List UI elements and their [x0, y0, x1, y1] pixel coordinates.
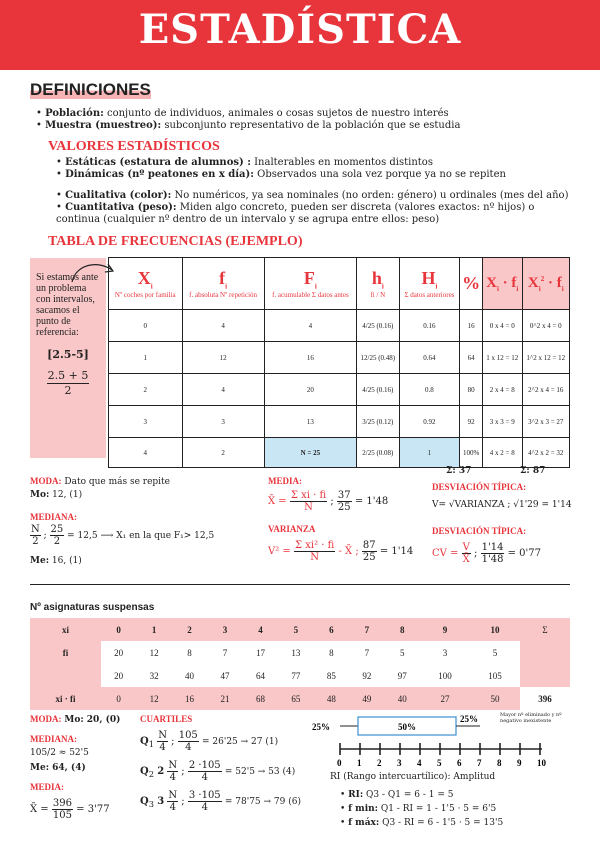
- sum-xf: Σ: 37: [446, 466, 472, 476]
- table-row: 1 12 16 12/25 (0.48) 0.64 64 1 x 12 = 12 1^2 x 12 = 12: [109, 342, 570, 374]
- axis-tick-label: 7: [477, 758, 482, 768]
- ri-list: [340, 788, 503, 830]
- desv2-label: DESVIACIÓN TÍPICA:: [432, 526, 527, 536]
- q2-formula: $Q_2$ 2 $\frac{N}{4}$ ; $\frac{2 \cdot 105}{4}$ = 52'5 → 53 (4): [140, 760, 296, 783]
- desv2-formula: CV = $\frac{V}{X̄}$ ; $\frac{1'14}{1'48}$ = 0'77: [432, 542, 542, 565]
- box-left-label: 25%: [312, 722, 330, 732]
- me-line: Me: 16, (1): [30, 556, 82, 566]
- list-item: • RI: Q3 - Q1 = 6 - 1 = 5: [340, 790, 454, 800]
- cuartiles-label: CUARTILES: [140, 714, 193, 724]
- table-row: xi 0 1 2 3 4 5 6 7 8 9 10 Σ: [30, 618, 570, 641]
- table-header-row: [109, 258, 570, 310]
- table-row: xi · fi 0 12 16 21 68 65 48 49 40 27 50 396: [30, 687, 570, 710]
- list-item: • Estáticas (estatura de alumnos) : Inalterables en momentos distintos: [56, 157, 433, 168]
- ri-title: RI (Rango intercuartílico): Amplitud: [330, 772, 496, 782]
- box-note: Mayor nº eliminado y nº negativo inexistente: [500, 712, 562, 724]
- page-title: ESTADÍSTICA: [138, 6, 462, 53]
- sum-x2f: Σ: 87: [520, 466, 546, 476]
- table-row: 20 32 40 47 64 77 85 92 97 100 105: [30, 664, 570, 687]
- bottom-me: Me: 64, (4): [30, 763, 86, 773]
- table-row: 4 2 N = 25 2/25 (0.08) 1 100% 4 x 2 = 8 4^2 x 2 = 32: [109, 438, 570, 468]
- q1-formula: $Q_1$ $\frac{N}{4}$ ; $\frac{105}{4}$ = 26'25 → 27 (1): [140, 730, 279, 753]
- axis-tick-label: 2: [377, 758, 382, 768]
- header-cell: $f_i$ f. absoluta Nº repetición: [182, 258, 264, 310]
- axis-tick-label: 5: [437, 758, 442, 768]
- media-formula: X̄ = $\frac{\text{Σ xi · fi}}{N}$ ; $\frac{37}{25}$ = 1'48: [268, 490, 389, 513]
- header-cell: $X_i^2 \cdot f_i$: [522, 258, 569, 310]
- side-note: Si estamos ante un problema con intervalos, sacamos el punto de referencia:: [36, 272, 99, 338]
- list-item: • Cuantitativa (peso): Miden algo concreto, pueden ser discreta (valores exactos: nº hijos) o continua (cualquier nº dentro de un intervalo y se agrupa entre ellos: peso): [56, 202, 535, 225]
- axis-ticks: [337, 743, 547, 768]
- asig-title: Nº asignaturas suspensas: [30, 602, 155, 613]
- header-cell: $X_i$ Nº coches por familia: [109, 258, 183, 310]
- valores-heading: VALORES ESTADÍSTICOS: [48, 139, 220, 154]
- mo-line: Mo: 12, (1): [30, 490, 83, 500]
- desv1-label: DESVIACIÓN TÍPICA:: [432, 482, 527, 492]
- interval: [2.5-5]: [47, 348, 89, 361]
- axis-tick-label: 3: [397, 758, 402, 768]
- tabla-heading: TABLA DE FRECUENCIAS (EJEMPLO): [48, 234, 303, 249]
- definiciones-heading: DEFINICIONES: [30, 80, 151, 99]
- list-item: • Dinámicas (nº peatones en x día): Observados una sola vez porque ya no se repiten: [56, 169, 506, 180]
- calc-den: 2: [64, 384, 72, 397]
- varianza-formula: V² = $\frac{\text{Σ xi² · fi}}{N}$ - X̄ ; $\frac{87}{25}$ = 1'14: [268, 540, 414, 563]
- valores-list: [56, 157, 576, 226]
- list-item: • f máx: Q3 - RI = 6 - 1'5 · 5 = 13'5: [340, 818, 504, 828]
- header-cell: %: [460, 258, 483, 310]
- desv1-formula: V= √VARIANZA ; √1'29 = 1'14: [432, 500, 572, 510]
- table-row: 0 4 4 4/25 (0.16) 0.16 16 0 x 4 = 0 0^2 x 4 = 0: [109, 310, 570, 342]
- table-row: fi 20 12 8 7 17 13 8 7 5 3 5: [30, 641, 570, 664]
- list-item: • f min: Q1 - RI = 1 - 1'5 · 5 = 6'5: [340, 804, 497, 814]
- axis-tick-label: 6: [457, 758, 462, 768]
- header-cell: $X_i \cdot f_i$: [482, 258, 522, 310]
- header-cell: $H_i$ Σ datos anteriores: [399, 258, 460, 310]
- bottom-media-label: MEDIA:: [30, 782, 64, 792]
- box-right-label: 25%: [460, 714, 478, 724]
- table-row: 2 4 20 4/25 (0.16) 0.8 80 2 x 4 = 8 2^2 x 4 = 16: [109, 374, 570, 406]
- divider: [30, 584, 570, 585]
- list-item: • Muestra (muestreo): subconjunto representativo de la población que se estudia: [36, 120, 461, 131]
- axis-tick-label: 9: [517, 758, 522, 768]
- bottom-moda: MODA: Mo: 20, (0): [30, 714, 121, 725]
- mediana-formula: $\frac{N}{2}$ ; $\frac{25}{2}$ = 12,5 ⟶ X₁ en la que F₁> 12,5: [31, 524, 215, 547]
- media-label: MEDIA:: [268, 476, 302, 486]
- axis-tick-label: 4: [417, 758, 422, 768]
- varianza-label: VARIANZA: [268, 524, 316, 534]
- header-cell: $h_i$ fi / N: [357, 258, 399, 310]
- mediana-label: MEDIANA:: [30, 512, 77, 522]
- asig-table: [30, 618, 570, 710]
- box-mid-label: 50%: [398, 722, 416, 732]
- moda-line: MODA: Dato que más se repite: [30, 476, 170, 487]
- header-cell: $F_i$ f. acumulable Σ datos antes: [264, 258, 356, 310]
- list-item: • Población: conjunto de individuos, animales o cosas sujetos de nuestro interés: [36, 108, 449, 119]
- frequency-table: [108, 257, 570, 468]
- axis-tick-label: 10: [537, 758, 546, 768]
- axis-tick-label: 1: [357, 758, 362, 768]
- axis-tick-label: 0: [337, 758, 342, 768]
- definiciones-list: [36, 108, 576, 132]
- list-item: • Cualitativa (color): No numéricos, ya sea nominales (no orden: género) u ordinales (mes del año): [56, 190, 569, 201]
- side-note-box: [30, 258, 106, 458]
- bottom-mediana-label: MEDIANA:: [30, 734, 77, 744]
- bottom-media-formula: X̄ = $\frac{396}{105}$ = 3'77: [30, 798, 110, 821]
- axis-tick-label: 8: [497, 758, 502, 768]
- calc-num: 2.5 + 5: [47, 369, 89, 382]
- table-row: 3 3 13 3/25 (0.12) 0.92 92 3 x 3 = 9 3^2 x 3 = 27: [109, 406, 570, 438]
- q3-formula: $Q_3$ 3 $\frac{N}{4}$ ; $\frac{3 \cdot 105}{4}$ = 78'75 → 79 (6): [140, 790, 301, 813]
- bottom-mediana-calc: 105/2 ≈ 52'5: [30, 748, 89, 758]
